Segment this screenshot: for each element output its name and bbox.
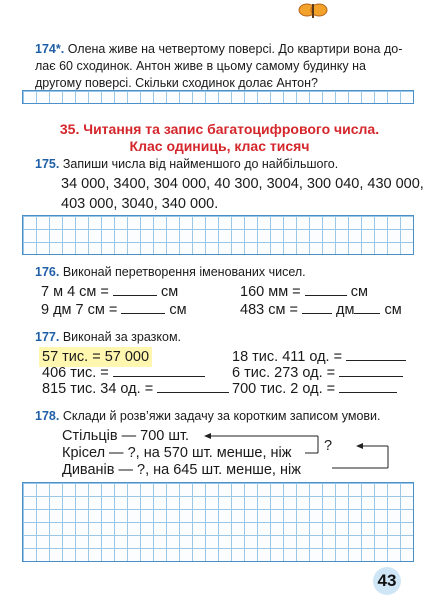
arrow-head [204, 433, 211, 439]
task-text-line: лає 60 сходинок. Антон живе в цьому самому будинку на [35, 59, 366, 73]
expression: 18 тис. 411 од. = [232, 349, 347, 365]
answer-grid[interactable] [22, 482, 414, 562]
task-number: 176. [35, 265, 60, 279]
task-number: 178. [35, 409, 60, 423]
unit: дм [331, 302, 355, 318]
task-instruction: Виконай перетворення іменованих чисел. [62, 265, 306, 279]
short-record-line: Крісел — ?, на 570 шт. менше, ніж [62, 445, 292, 461]
expression: 7 м 4 см = [41, 284, 113, 300]
task-text-line: Олена живе на четвертому поверсі. До квартири вона до- [67, 42, 403, 56]
example-highlight: 57 тис. = 57 000 [39, 347, 152, 367]
task-text-line: другому поверсі. Скільки сходинок долає Антон? [35, 76, 318, 90]
short-record-line: Стільців — 700 шт. [62, 428, 190, 444]
question-mark: ? [324, 438, 333, 454]
expression: 6 тис. 273 од. = [232, 365, 340, 381]
task-number: 175. [35, 157, 60, 171]
page-number: 43 [373, 567, 401, 595]
unit: см [380, 302, 402, 318]
task-instruction: Склади й розв’яжи задачу за коротким записом умови. [62, 409, 381, 423]
short-record-line: Диванів — ?, на 645 шт. менше, ніж [62, 462, 301, 478]
numbers-line: 34 000, 3400, 304 000, 40 300, 3004, 300 040, 430 000, [61, 176, 424, 192]
section-title-line: Клас одиниць, клас тисяч [129, 138, 310, 154]
task-number: 174*. [35, 42, 65, 56]
task-instruction: Запиши числа від найменшого до найбільшого. [62, 157, 339, 171]
expression: 9 дм 7 см = [41, 302, 122, 318]
expression: 483 см = [240, 302, 302, 318]
numbers-line: 403 000, 3040, 340 000. [61, 196, 219, 212]
unit: см [165, 302, 187, 318]
unit: см [346, 284, 368, 300]
section-title-line: 35. Читання та запис багатоцифрового числа. [59, 121, 380, 137]
expression: 406 тис. = [42, 365, 113, 381]
expression: 700 тис. 2 од. = [232, 381, 340, 397]
arrow-head [356, 443, 363, 449]
expression: 160 мм = [240, 284, 305, 300]
unit: см [156, 284, 179, 300]
task-instruction: Виконай за зразком. [62, 330, 182, 344]
expression: 815 тис. 34 од. = [42, 381, 158, 397]
task-number: 177. [35, 330, 60, 344]
